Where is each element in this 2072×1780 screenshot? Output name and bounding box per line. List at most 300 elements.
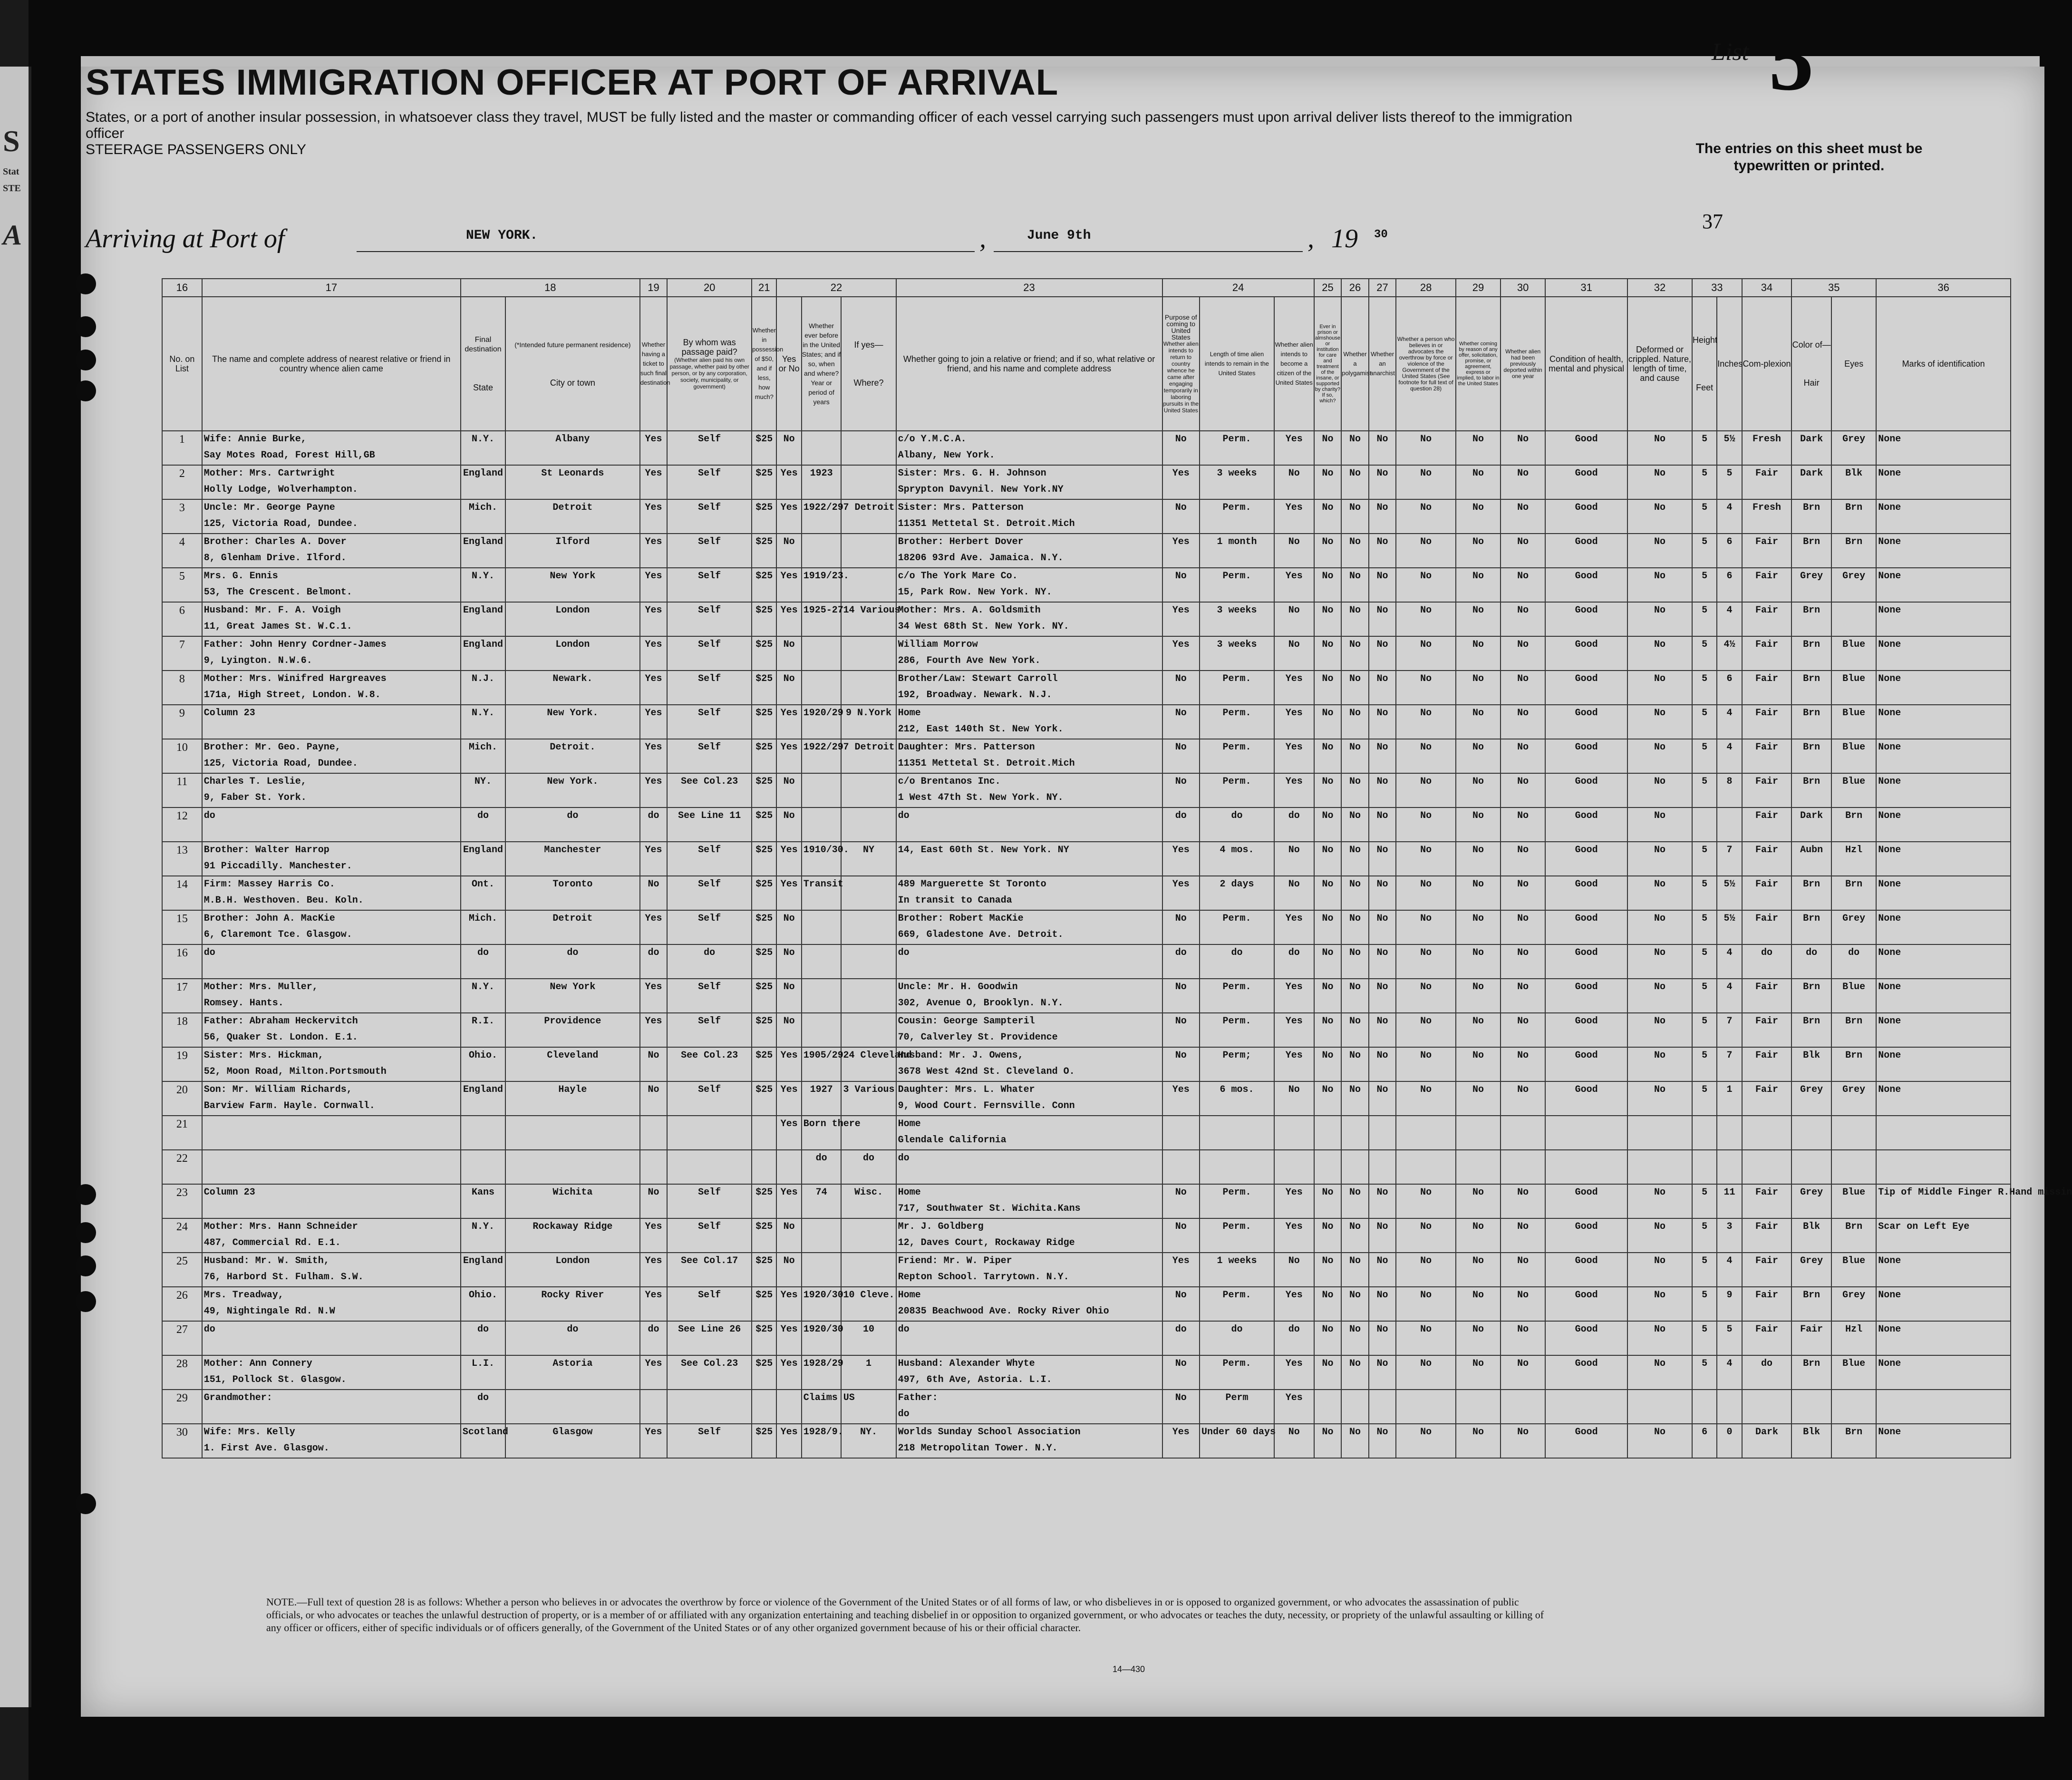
city-cell [505,876,640,910]
cell-text: Self [698,1221,721,1232]
cell-text: No [1420,879,1432,890]
cell-text: No [1322,536,1334,547]
cell-text: do [1231,810,1243,821]
c29-cell [1456,465,1501,499]
cell-text: Good [1575,1324,1598,1335]
cell-text: No [1654,1050,1665,1061]
inches-cell [1717,773,1742,807]
relative-cell [202,807,461,842]
c28-cell [1396,499,1456,534]
cell-text: Yes [780,845,798,856]
cell-text: $25 [755,810,773,821]
money-cell [752,1047,776,1081]
city-cell [505,773,640,807]
cell-text: Blue [1842,1358,1866,1369]
year-cell [802,1287,842,1321]
p2-cell [1200,1287,1274,1321]
cell-text: Brn [1803,913,1820,924]
feet-cell [1692,1184,1717,1218]
cell-text: None [1878,1255,1901,1266]
row-number [162,431,202,465]
cell-text: No [1376,605,1388,616]
cell-text: Brn [1845,536,1863,547]
c27-cell [1369,773,1396,807]
cell-text: Dark [1800,810,1823,821]
cell-text: Yes [1285,1016,1303,1027]
cell-text: 1 [179,433,185,446]
header-purpose-c: Whether alien intends to become a citizen of the United States [1274,297,1314,431]
cell-text: Newark. [552,673,593,684]
c27-cell [1369,944,1396,979]
p2-cell [1200,1150,1274,1184]
cell-text: No [1517,468,1529,479]
cell-text: 1 [866,1358,872,1369]
cell-text: No [1472,605,1484,616]
paid-cell [667,636,752,671]
cell-text: No [1349,639,1361,650]
p3-cell [1274,910,1314,944]
cell-text: No [1349,1255,1361,1266]
state-cell [461,431,505,465]
cell-text: 5 [179,570,185,583]
health-cell [1545,465,1627,499]
eyes-cell [1831,876,1876,910]
cell-text: 8 [1726,776,1733,787]
cell-text: $25 [755,947,773,958]
cell-text: Self [698,982,721,992]
cell-text: No [1420,776,1432,787]
feet-cell [1692,1013,1717,1047]
cell-text: Fair [1755,605,1778,616]
join-cell [896,1184,1162,1218]
ticket-cell [640,1390,668,1424]
cell-text: No [1472,536,1484,547]
year-cell [802,705,842,739]
cell-text: Self [698,879,721,890]
cell-text: Scar on Left Eye [1878,1221,1970,1232]
instruction-line: States, or a port of another insular possession, in whatsoever class they travel, MUST be fully listed and the master or commanding officer of each vessel carrying such passengers must upon arrival deliver lists thereof to the immigration officer [86,109,1573,141]
c25-cell [1314,1081,1342,1116]
where-cell [841,910,896,944]
cell-text: No [1175,434,1187,445]
feet-cell [1692,431,1717,465]
hair-cell [1791,671,1831,705]
p3-cell [1274,1355,1314,1390]
cell-text: No [783,1016,795,1027]
cell-text: Father: Abraham Heckervitch [203,1016,358,1027]
cell-text: 9 [1726,1290,1733,1301]
deform-cell [1627,431,1692,465]
health-cell [1545,1184,1627,1218]
cell-text: No [1472,776,1484,787]
state-cell [461,1081,505,1116]
c30-cell [1501,773,1545,807]
cell-text: Blue [1842,776,1866,787]
cell-text: 20835 Beachwood Ave. Rocky River Ohio [898,1306,1109,1317]
cell-text: None [1878,434,1901,445]
cell-text: No [1322,1050,1334,1061]
cell-text: do [648,947,659,958]
cell-text: No [1349,1187,1361,1198]
col-num: 31 [1545,279,1627,297]
cell-text: 10 [176,741,188,754]
paid-cell [667,739,752,773]
cell-text: Yes [1285,776,1303,787]
city-cell [505,1047,640,1081]
cell-text: 3 [179,502,185,514]
hair-cell [1791,807,1831,842]
cell-text: 14 [176,878,188,891]
p3-cell [1274,944,1314,979]
cell-text: No [1322,1427,1334,1438]
cell-text: No [783,947,795,958]
ticket-cell [640,1253,668,1287]
join-cell [896,1081,1162,1116]
cell-text: do [477,947,489,958]
cell-text: No [1349,571,1361,582]
where-cell [841,876,896,910]
p3-cell [1274,773,1314,807]
c27-cell [1369,568,1396,602]
p3-cell [1274,1390,1314,1424]
c30-cell [1501,1081,1545,1116]
health-cell [1545,499,1627,534]
cell-text: No [1322,571,1334,582]
money-cell [752,1150,776,1184]
cell-text: No [1288,639,1300,650]
join-cell [896,1253,1162,1287]
cell-text: Yes [645,605,662,616]
cell-text: 1919/23. [803,571,849,582]
cell-text: No [783,536,795,547]
cell-text: 212, East 140th St. New York. [898,724,1064,735]
cell-text: No [1517,1324,1529,1335]
c29-cell [1456,671,1501,705]
cell-text: No [1322,1290,1334,1301]
deform-cell [1627,773,1692,807]
state-cell [461,671,505,705]
cell-text: NY [863,845,875,856]
cell-text: No [1376,845,1388,856]
year-cell [802,910,842,944]
c30-cell [1501,431,1545,465]
cell-text: None [1878,639,1901,650]
cell-text: 3 Various [843,1084,895,1095]
c26-cell [1341,1184,1369,1218]
c28-cell [1396,1287,1456,1321]
c29-cell [1456,1047,1501,1081]
c26-cell [1341,1047,1369,1081]
cell-text: No [1322,708,1334,719]
city-cell [505,1184,640,1218]
cell-text: $25 [755,468,773,479]
cell-text: No [1517,879,1529,890]
cell-text: 5 [1702,1358,1708,1369]
inches-cell [1717,705,1742,739]
feet-cell [1692,1424,1717,1458]
complexion-cell [1742,1184,1792,1218]
cell-text: do [1231,947,1243,958]
money-cell [752,1116,776,1150]
c30-cell [1501,1424,1545,1458]
cell-text: Uncle: Mr. George Payne [203,502,335,513]
cell-text: No [1472,947,1484,958]
cell-text: No [1472,1187,1484,1198]
health-cell [1545,1424,1627,1458]
c26-cell [1341,534,1369,568]
c29-cell [1456,944,1501,979]
c30-cell [1501,705,1545,739]
cell-text: 5 [1702,947,1708,958]
p1-cell [1162,534,1200,568]
cell-text: London [555,605,590,616]
cell-text: No [1654,1427,1665,1438]
marks-cell [1876,1218,2011,1253]
cell-text: do [898,947,910,958]
cell-text: No [1322,605,1334,616]
cell-text: Yes [780,468,798,479]
cell-text: N.Y. [472,1221,495,1232]
marks-cell [1876,739,2011,773]
col-num: 21 [752,279,776,297]
cell-text: 27 [176,1323,188,1336]
c29-cell [1456,842,1501,876]
join-cell [896,499,1162,534]
col-num: 24 [1162,279,1314,297]
city-cell [505,602,640,636]
cell-text: Albany, New York. [898,450,995,461]
table-row [162,1218,2011,1253]
feet-cell [1692,534,1717,568]
p3-cell [1274,602,1314,636]
inches-cell [1717,979,1742,1013]
cell-text: No [1654,1084,1665,1095]
c30-cell [1501,1321,1545,1355]
marks-cell [1876,1116,2011,1150]
money-cell [752,534,776,568]
c30-cell [1501,979,1545,1013]
c25-cell [1314,842,1342,876]
cell-text: Blue [1842,708,1866,719]
paid-cell [667,499,752,534]
table-row [162,1081,2011,1116]
c26-cell [1341,910,1369,944]
cell-text: 6 [1726,536,1733,547]
cell-text: No [1175,571,1187,582]
relative-cell [202,1184,461,1218]
p1-cell [1162,465,1200,499]
cell-text: No [1175,1290,1187,1301]
money-cell [752,1013,776,1047]
p3-cell [1274,739,1314,773]
c25-cell [1314,602,1342,636]
marks-cell [1876,1253,2011,1287]
year-cell [802,979,842,1013]
header-26: Whether a polygamist [1341,297,1369,431]
state-cell [461,1116,505,1150]
relative-cell [202,1321,461,1355]
p2-cell [1200,1081,1274,1116]
complexion-cell [1742,1321,1792,1355]
cell-text: 49, Nightingale Rd. N.W [203,1306,335,1317]
relative-cell [202,1150,461,1184]
c26-cell [1341,876,1369,910]
c27-cell [1369,1150,1396,1184]
year-cell [802,1150,842,1184]
money-cell [752,431,776,465]
ticket-cell [640,534,668,568]
cell-text: do [898,1324,910,1335]
c30-cell [1501,602,1545,636]
cell-text: Yes [780,1358,798,1369]
cell-text: Hayle [558,1084,587,1095]
cell-text: Claims US [803,1392,855,1403]
health-cell [1545,739,1627,773]
year-cell [802,431,842,465]
health-cell [1545,1116,1627,1150]
table-row [162,739,2011,773]
join-cell [896,705,1162,739]
state-cell [461,1355,505,1390]
cell-text: 1. First Ave. Glasgow. [203,1443,329,1454]
c28-cell [1396,431,1456,465]
cell-text: Father: John Henry Cordner-James [203,639,387,650]
city-cell [505,1321,640,1355]
cell-text: None [1878,845,1901,856]
relative-cell [202,773,461,807]
row-number [162,944,202,979]
cell-text: Yes [780,1119,798,1129]
cell-text: 53, The Crescent. Belmont. [203,587,352,598]
ticket-cell [640,1321,668,1355]
cell-text: No [1517,1016,1529,1027]
cell-text: Glasgow [552,1427,593,1438]
hair-cell [1791,1355,1831,1390]
hair-cell [1791,568,1831,602]
cell-text: Mr. J. Goldberg [898,1221,984,1232]
cell-text: No [1288,845,1300,856]
cell-text: Self [698,1427,721,1438]
c26-cell [1341,1218,1369,1253]
cell-text: Brn [1803,708,1820,719]
hair-cell [1791,465,1831,499]
cell-text: $25 [755,1050,773,1061]
money-cell [752,1321,776,1355]
c27-cell [1369,636,1396,671]
c27-cell [1369,534,1396,568]
cell-text: do [815,1153,827,1164]
c26-cell [1341,568,1369,602]
cell-text: No [1472,1427,1484,1438]
cell-text: No [1175,502,1187,513]
cell-text: No [1322,845,1334,856]
ticket-cell [640,1287,668,1321]
cell-text: London [555,1255,590,1266]
cell-text: Mother: Mrs. Cartwright [203,468,335,479]
cell-text: Yes [645,468,662,479]
marks-cell [1876,1424,2011,1458]
eyes-cell [1831,944,1876,979]
p2-cell [1200,1218,1274,1253]
cell-text: No [1420,982,1432,992]
health-cell [1545,705,1627,739]
binder-hole [75,316,96,337]
cell-text: No [1376,1187,1388,1198]
year-cell [802,671,842,705]
c28-cell [1396,739,1456,773]
c30-cell [1501,568,1545,602]
feet-cell [1692,1047,1717,1081]
list-number: 5 [1769,10,1814,109]
cell-text: Detroit. [550,742,596,753]
cell-text: New York. [547,708,599,719]
cell-text: Barview Farm. Hayle. Cornwall. [203,1100,375,1111]
where-cell [841,1047,912,1081]
cell-text: Grey [1842,913,1866,924]
paid-cell [667,842,752,876]
col-num: 34 [1742,279,1792,297]
cell-text: do [477,1392,489,1403]
header-28: Whether a person who believes in or advocates the overthrow by force or violence of the Government of the United States (See footnote for full text of question 28) [1396,297,1456,431]
cell-text: 11351 Mettetal St. Detroit.Mich [898,518,1075,529]
cell-text: Good [1575,502,1598,513]
money-cell [752,636,776,671]
cell-text: 1928/9. [803,1427,843,1438]
p3-cell [1274,1321,1314,1355]
cell-text: Mich. [469,913,498,924]
cell-text: 6, Claremont Tce. Glasgow. [203,929,352,940]
cell-text: No [1288,1084,1300,1095]
marks-cell [1876,465,2011,499]
join-cell [896,1321,1162,1355]
p2-cell [1200,876,1274,910]
cell-text: $25 [755,1255,773,1266]
ticket-cell [640,979,668,1013]
where-cell [841,1081,896,1116]
cell-text: None [1878,947,1901,958]
row-number [162,705,202,739]
city-cell [505,910,640,944]
c30-cell [1501,910,1545,944]
row-number [162,1287,202,1321]
table-row [162,1355,2011,1390]
cell-text: do [477,1324,489,1335]
table-row [162,842,2011,876]
health-cell [1545,1081,1627,1116]
cell-text: Fair [1755,879,1778,890]
deform-cell [1627,1253,1692,1287]
state-cell [461,876,505,910]
complexion-cell [1742,602,1792,636]
c27-cell [1369,1390,1396,1424]
p1-cell [1162,1321,1200,1355]
cell-text: Ohio. [469,1290,498,1301]
cell-text: 5 [1702,468,1708,479]
cell-text: Perm. [1222,982,1251,992]
health-cell [1545,910,1627,944]
c25-cell [1314,1184,1342,1218]
c27-cell [1369,739,1396,773]
binder-hole [75,350,96,370]
c29-cell [1456,1013,1501,1047]
cell-text: London [555,639,590,650]
join-cell [896,534,1162,568]
cell-text: None [1878,810,1901,821]
cell-text: 7 Detroit [843,742,895,753]
cell-text: Self [698,1290,721,1301]
cell-text: No [783,434,795,445]
where-cell [841,671,896,705]
